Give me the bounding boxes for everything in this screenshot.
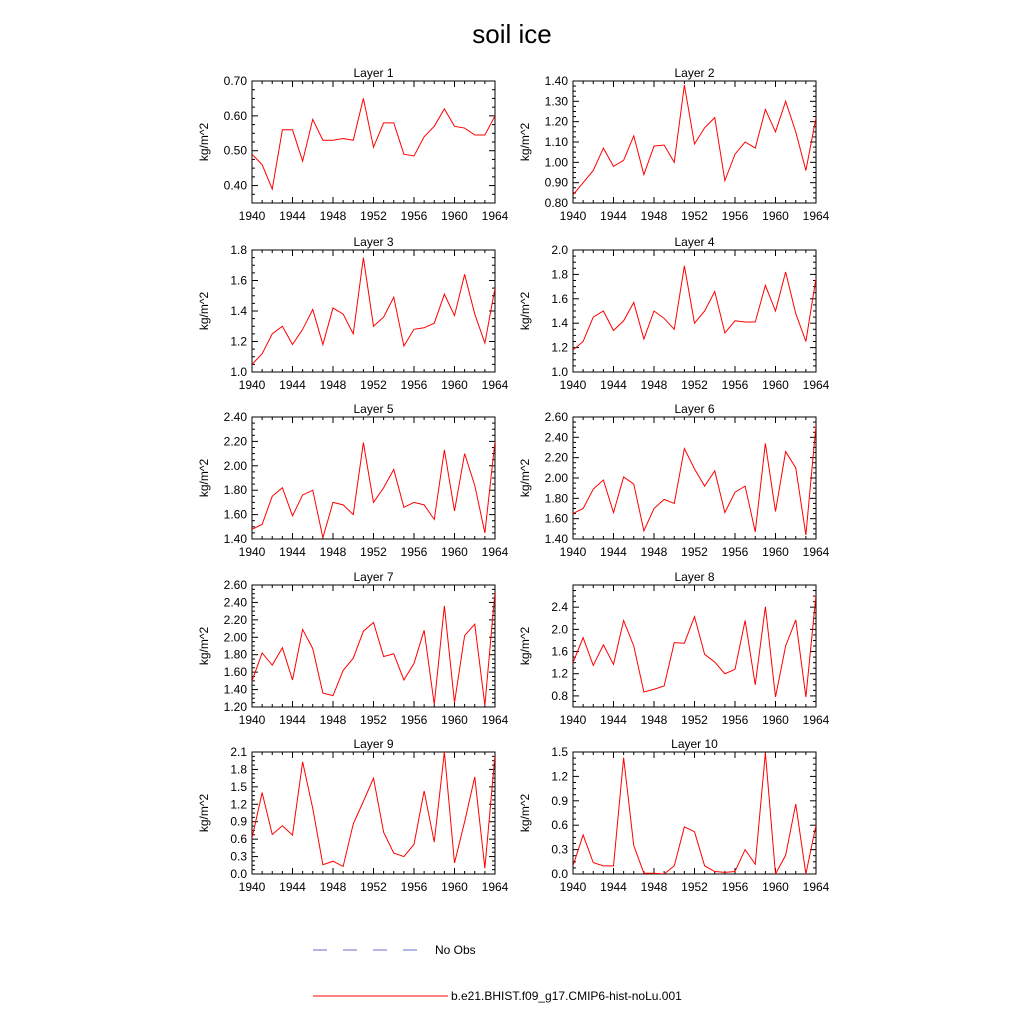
legend-label-model: b.e21.BHIST.f09_g17.CMIP6-hist-noLu.001 xyxy=(451,989,682,1003)
panel-layer-4 xyxy=(518,235,830,392)
y-axis-label: kg/m^2 xyxy=(197,458,211,498)
y-tick-label: 1.2 xyxy=(230,797,247,812)
x-tick-label: 1948 xyxy=(640,209,668,223)
plot-frame xyxy=(573,250,816,372)
x-tick-label: 1948 xyxy=(319,880,347,894)
y-axis-label: kg/m^2 xyxy=(197,626,211,666)
x-tick-label: 1952 xyxy=(360,545,387,559)
y-tick-label: 0.90 xyxy=(544,175,568,190)
x-tick-label: 1952 xyxy=(681,378,708,392)
series-line xyxy=(252,258,495,365)
x-tick-label: 1964 xyxy=(481,378,509,392)
series-line xyxy=(573,595,816,697)
y-tick-label: 1.80 xyxy=(223,647,247,662)
y-tick-label: 0.9 xyxy=(551,793,568,808)
x-tick-label: 1944 xyxy=(600,545,627,559)
plot-frame xyxy=(252,250,495,372)
y-axis-label: kg/m^2 xyxy=(197,793,211,833)
x-tick-label: 1964 xyxy=(481,713,509,727)
x-tick-label: 1948 xyxy=(319,545,347,559)
x-tick-label: 1952 xyxy=(681,545,708,559)
y-axis-label: kg/m^2 xyxy=(518,626,532,666)
plot-frame xyxy=(573,752,816,874)
x-tick-label: 1956 xyxy=(400,209,428,223)
x-tick-label: 1960 xyxy=(441,209,468,223)
y-tick-label: 2.4 xyxy=(551,600,568,615)
x-tick-label: 1948 xyxy=(640,545,668,559)
x-tick-label: 1940 xyxy=(559,545,587,559)
x-tick-label: 1940 xyxy=(238,545,266,559)
y-tick-label: 2.00 xyxy=(544,471,568,485)
y-tick-label: 1.80 xyxy=(544,491,568,506)
y-tick-label: 2.00 xyxy=(223,458,247,473)
panel-layer-6 xyxy=(518,402,830,559)
plot-frame xyxy=(573,417,816,539)
x-tick-label: 1952 xyxy=(360,713,387,727)
panel-title: Layer 1 xyxy=(353,66,394,80)
panel-title: Layer 5 xyxy=(353,402,394,416)
y-tick-label: 0.70 xyxy=(223,74,247,88)
x-tick-label: 1960 xyxy=(441,713,468,727)
y-tick-label: 0.50 xyxy=(223,143,247,158)
y-tick-label: 1.30 xyxy=(544,94,568,109)
series-line xyxy=(252,592,495,705)
y-tick-label: 2.40 xyxy=(544,430,568,445)
x-tick-label: 1960 xyxy=(762,880,789,894)
x-tick-label: 1944 xyxy=(279,378,306,392)
y-tick-label: 1.40 xyxy=(223,682,247,697)
x-tick-label: 1948 xyxy=(319,378,347,392)
x-tick-label: 1964 xyxy=(802,378,830,392)
panel-title: Layer 2 xyxy=(674,66,715,80)
y-axis-label: kg/m^2 xyxy=(518,122,532,162)
y-tick-label: 1.2 xyxy=(551,769,568,784)
y-axis-label: kg/m^2 xyxy=(518,291,532,331)
y-tick-label: 1.8 xyxy=(230,243,247,257)
panel-title: Layer 3 xyxy=(353,235,394,249)
y-tick-label: 1.4 xyxy=(230,304,247,318)
x-tick-label: 1948 xyxy=(640,713,668,727)
y-tick-label: 1.20 xyxy=(544,114,568,129)
y-tick-label: 2.20 xyxy=(544,450,568,465)
x-tick-label: 1952 xyxy=(681,713,708,727)
y-tick-label: 2.20 xyxy=(223,612,247,627)
panel-layer-2 xyxy=(518,66,830,223)
y-tick-label: 1.60 xyxy=(223,665,247,680)
series-line xyxy=(573,753,816,874)
y-tick-label: 1.8 xyxy=(551,267,568,282)
panel-title: Layer 8 xyxy=(674,570,715,584)
y-tick-label: 2.40 xyxy=(223,595,247,610)
plot-frame xyxy=(252,417,495,539)
x-tick-label: 1944 xyxy=(279,880,306,894)
x-tick-label: 1956 xyxy=(721,545,749,559)
x-tick-label: 1956 xyxy=(400,880,428,894)
y-tick-label: 1.00 xyxy=(544,155,568,170)
y-tick-label: 1.80 xyxy=(223,483,247,498)
y-axis-label: kg/m^2 xyxy=(518,458,532,498)
plot-frame xyxy=(252,81,495,203)
panel-layer-7 xyxy=(197,570,509,727)
x-tick-label: 1948 xyxy=(319,209,347,223)
panel-title: Layer 10 xyxy=(671,737,718,751)
panel-layer-8 xyxy=(518,570,830,727)
y-tick-label: 1.20 xyxy=(223,700,247,714)
y-tick-label: 1.0 xyxy=(230,365,247,379)
y-tick-label: 0.3 xyxy=(230,849,247,864)
x-tick-label: 1940 xyxy=(559,378,587,392)
x-tick-label: 1964 xyxy=(802,545,830,559)
y-tick-label: 1.6 xyxy=(551,644,568,659)
x-tick-label: 1964 xyxy=(802,209,830,223)
y-tick-label: 1.2 xyxy=(230,334,247,349)
series-line xyxy=(573,85,816,195)
x-tick-label: 1964 xyxy=(802,880,830,894)
panel-title: Layer 6 xyxy=(674,402,715,416)
y-tick-label: 1.60 xyxy=(544,511,568,526)
x-tick-label: 1964 xyxy=(802,713,830,727)
panel-title: Layer 7 xyxy=(353,570,394,584)
y-tick-label: 0.40 xyxy=(223,178,247,193)
series-line xyxy=(252,752,495,868)
x-tick-label: 1944 xyxy=(600,378,627,392)
x-tick-label: 1944 xyxy=(600,209,627,223)
y-tick-label: 1.2 xyxy=(551,666,568,681)
y-tick-label: 1.6 xyxy=(230,273,247,288)
y-tick-label: 1.40 xyxy=(544,74,568,88)
y-tick-label: 2.60 xyxy=(223,578,247,592)
y-tick-label: 0.0 xyxy=(551,867,568,881)
x-tick-label: 1956 xyxy=(721,209,749,223)
x-tick-label: 1944 xyxy=(279,209,306,223)
legend xyxy=(313,943,682,1003)
panel-layer-5 xyxy=(197,402,509,559)
x-tick-label: 1940 xyxy=(559,713,587,727)
series-line xyxy=(573,266,816,350)
x-tick-label: 1960 xyxy=(762,209,789,223)
y-tick-label: 2.60 xyxy=(544,410,568,424)
y-tick-label: 2.0 xyxy=(551,622,568,637)
y-tick-label: 1.40 xyxy=(544,532,568,546)
series-line xyxy=(252,98,495,189)
y-tick-label: 2.00 xyxy=(223,630,247,645)
x-tick-label: 1940 xyxy=(238,209,266,223)
y-tick-label: 0.3 xyxy=(551,842,568,857)
x-tick-label: 1944 xyxy=(279,545,306,559)
x-tick-label: 1940 xyxy=(238,880,266,894)
x-tick-label: 1960 xyxy=(441,545,468,559)
y-tick-label: 0.6 xyxy=(551,818,568,833)
x-tick-label: 1956 xyxy=(400,378,428,392)
x-tick-label: 1956 xyxy=(721,378,749,392)
figure-title: soil ice xyxy=(472,19,552,49)
x-tick-label: 1940 xyxy=(559,209,587,223)
x-tick-label: 1952 xyxy=(360,378,387,392)
y-tick-label: 1.4 xyxy=(551,316,568,331)
y-tick-label: 2.20 xyxy=(223,434,247,449)
y-tick-label: 1.6 xyxy=(551,291,568,306)
y-tick-label: 0.80 xyxy=(544,196,568,210)
x-tick-label: 1960 xyxy=(441,880,468,894)
x-tick-label: 1964 xyxy=(481,545,509,559)
y-axis-label: kg/m^2 xyxy=(197,122,211,162)
panel-title: Layer 9 xyxy=(353,737,394,751)
y-tick-label: 0.9 xyxy=(230,814,247,829)
x-tick-label: 1948 xyxy=(319,713,347,727)
series-line xyxy=(573,425,816,535)
x-tick-label: 1940 xyxy=(238,713,266,727)
x-tick-label: 1952 xyxy=(681,209,708,223)
x-tick-label: 1944 xyxy=(600,713,627,727)
y-tick-label: 1.60 xyxy=(223,507,247,522)
x-tick-label: 1956 xyxy=(400,545,428,559)
y-tick-label: 0.60 xyxy=(223,108,247,123)
panel-layer-1 xyxy=(197,66,509,223)
y-axis-label: kg/m^2 xyxy=(197,291,211,331)
y-tick-label: 1.40 xyxy=(223,532,247,546)
x-tick-label: 1940 xyxy=(238,378,266,392)
x-tick-label: 1952 xyxy=(360,209,387,223)
y-tick-label: 2.40 xyxy=(223,410,247,424)
x-tick-label: 1964 xyxy=(481,880,509,894)
panel-layer-3 xyxy=(197,235,509,392)
x-tick-label: 1948 xyxy=(640,880,668,894)
y-tick-label: 1.5 xyxy=(551,745,568,759)
x-tick-label: 1940 xyxy=(559,880,587,894)
x-tick-label: 1956 xyxy=(721,713,749,727)
panel-layer-9 xyxy=(197,737,509,894)
y-tick-label: 2.0 xyxy=(551,243,568,257)
panels xyxy=(197,66,830,894)
x-tick-label: 1956 xyxy=(721,880,749,894)
y-tick-label: 0.8 xyxy=(551,688,568,703)
panel-title: Layer 4 xyxy=(674,235,715,249)
plot-frame xyxy=(573,585,816,707)
x-tick-label: 1960 xyxy=(762,545,789,559)
x-tick-label: 1960 xyxy=(762,713,789,727)
y-axis-label: kg/m^2 xyxy=(518,793,532,833)
plot-frame xyxy=(252,585,495,707)
x-tick-label: 1952 xyxy=(360,880,387,894)
x-tick-label: 1960 xyxy=(762,378,789,392)
panel-layer-10 xyxy=(518,737,830,894)
x-tick-label: 1956 xyxy=(400,713,428,727)
y-tick-label: 1.10 xyxy=(544,135,568,149)
y-tick-label: 1.8 xyxy=(230,762,247,777)
y-tick-label: 1.5 xyxy=(230,779,247,794)
y-tick-label: 0.0 xyxy=(230,867,247,881)
y-tick-label: 0.6 xyxy=(230,832,247,847)
x-tick-label: 1944 xyxy=(600,880,627,894)
series-line xyxy=(252,441,495,537)
legend-label-no-obs: No Obs xyxy=(435,943,476,957)
plot-frame xyxy=(252,752,495,874)
y-tick-label: 1.0 xyxy=(551,365,568,379)
x-tick-label: 1960 xyxy=(441,378,468,392)
y-tick-label: 2.1 xyxy=(230,745,247,759)
x-tick-label: 1964 xyxy=(481,209,509,223)
x-tick-label: 1948 xyxy=(640,378,668,392)
y-tick-label: 1.2 xyxy=(551,340,568,355)
x-tick-label: 1952 xyxy=(681,880,708,894)
x-tick-label: 1944 xyxy=(279,713,306,727)
